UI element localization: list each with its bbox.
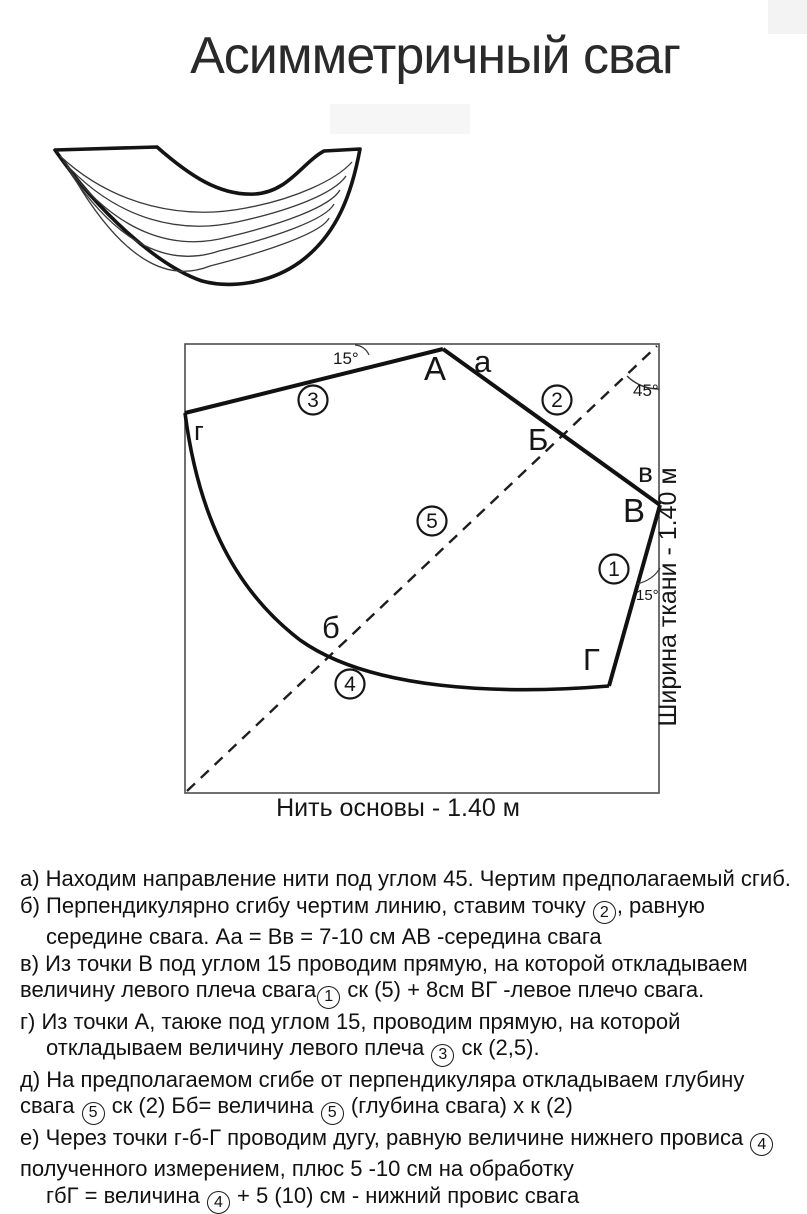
circled-number-inline: 5 (82, 1102, 105, 1125)
instruction-line (20, 893, 803, 925)
svg-text:3: 3 (307, 389, 319, 412)
angle-label-right15: 15° (636, 587, 659, 604)
instruction-text: ск (2) Бб= величина (106, 1093, 320, 1118)
circled-number-5 (418, 507, 447, 536)
point-label-B: Б (528, 422, 548, 457)
circled-number-inline: 4 (750, 1133, 773, 1156)
instruction-text: (глубина свага) х к (2) (345, 1093, 573, 1118)
circled-number-4 (336, 670, 365, 699)
point-label-G: Г (583, 642, 600, 677)
instruction-text: величину левого плеча свага (20, 977, 316, 1002)
warp-thread-label: Нить основы - 1.40 м (276, 794, 520, 822)
circled-number-1 (600, 555, 629, 584)
instruction-text-block (20, 866, 803, 1214)
instruction-line (20, 977, 803, 1009)
point-label-v-low: в (638, 457, 653, 488)
bias-fold-diagonal (187, 346, 657, 791)
instruction-line (20, 924, 803, 951)
instruction-text: гбГ = величина (46, 1183, 206, 1208)
point-label-V: В (623, 492, 645, 529)
page-title: Асимметричный сваг (150, 26, 720, 86)
instruction-text: ск (2,5). (455, 1035, 539, 1060)
svg-text:1: 1 (608, 558, 620, 581)
instruction-text: + 5 (10) см - нижний провис свага (231, 1183, 579, 1208)
circled-number-inline: 2 (593, 901, 616, 924)
pattern-diagram (150, 330, 710, 830)
instruction-line (20, 951, 803, 978)
instruction-text: свага (20, 1093, 81, 1118)
angle-label-45: 45° (633, 381, 659, 400)
instruction-text: ск (5) + 8см ВГ -левое плечо свага. (341, 977, 704, 1002)
instruction-line (20, 1035, 803, 1067)
instruction-line (20, 866, 803, 893)
swag-illustration (45, 133, 375, 298)
instruction-text: полученного измерением, плюс 5 -10 см на обработку (20, 1156, 574, 1181)
instruction-line (20, 1125, 803, 1157)
instruction-text: а) Находим направление нити под углом 45. Чертим предполагаемый сгиб. (20, 866, 791, 891)
circled-number-inline: 4 (207, 1191, 230, 1214)
svg-text:2: 2 (551, 389, 563, 412)
point-label-b-low: б (322, 610, 340, 645)
angle-label-top15: 15° (333, 349, 359, 368)
instruction-text: е) Через точки г-б-Г проводим дугу, равную величине нижнего провиса (20, 1125, 749, 1150)
instruction-text: д) На предполагаемом сгибе от перпендикуляра откладываем глубину (20, 1067, 744, 1092)
instruction-text: в) Из точки В под углом 15 проводим прямую, на которой откладываем (20, 951, 748, 976)
circled-number-inline: 1 (317, 986, 340, 1009)
instruction-line (20, 1183, 803, 1214)
instruction-text: , равную (617, 893, 705, 918)
instruction-line (20, 1093, 803, 1125)
instruction-line (20, 1067, 803, 1094)
circled-number-2 (543, 386, 572, 415)
instruction-line (20, 1156, 803, 1183)
scan-artifact (330, 104, 470, 134)
instruction-text: откладываем величину левого плеча (46, 1035, 430, 1060)
point-label-A: А (424, 350, 446, 387)
instruction-text: г) Из точки А, таюке под углом 15, проводим прямую, на которой (20, 1009, 680, 1034)
swag-outline (55, 147, 360, 284)
fabric-width-label: Ширина ткани - 1.40 м (654, 467, 682, 726)
circled-number-3 (299, 386, 328, 415)
instruction-line (20, 1009, 803, 1036)
instruction-text: б) Перпендикулярно сгибу чертим линию, ставим точку (20, 893, 592, 918)
instruction-text: середине свага. Аа = Вв = 7-10 см АВ -середина свага (46, 924, 602, 949)
svg-text:4: 4 (344, 673, 356, 696)
point-label-a-low: а (474, 344, 492, 379)
circled-number-inline: 5 (321, 1102, 344, 1125)
scan-artifact (768, 0, 807, 34)
point-label-g-low: г (194, 416, 204, 446)
circled-number-inline: 3 (431, 1044, 454, 1067)
svg-text:5: 5 (426, 510, 438, 533)
